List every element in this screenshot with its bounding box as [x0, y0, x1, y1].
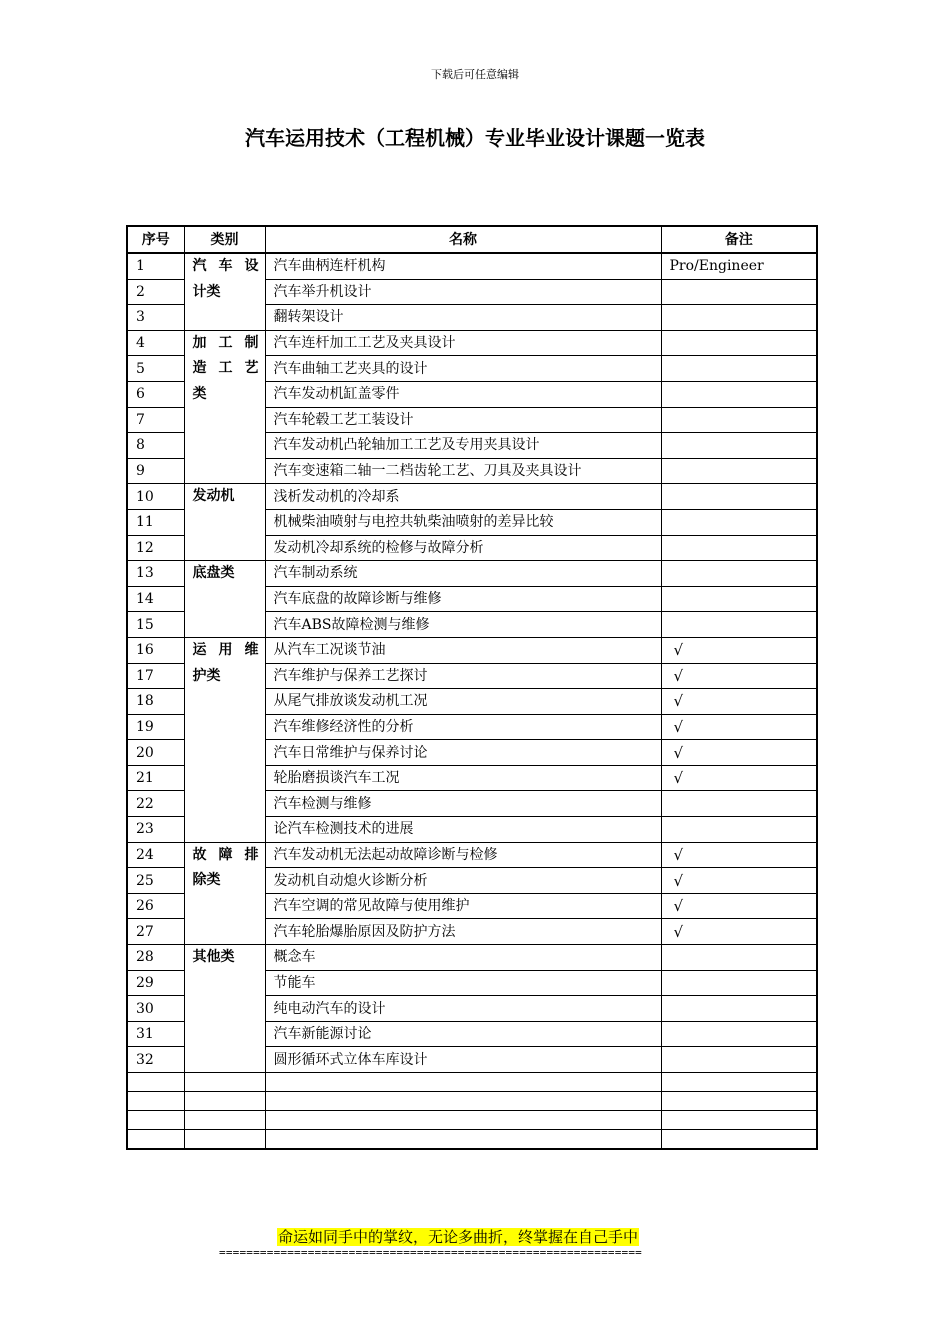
topic-name: 汽车发动机缸盖零件 [265, 381, 661, 407]
column-header-seq: 序号 [127, 226, 184, 253]
note-cell [661, 1021, 817, 1047]
topic-name: 发动机冷却系统的检修与故障分析 [265, 535, 661, 561]
check-mark-note: √ [661, 663, 817, 689]
topic-name: 汽车轮胎爆胎原因及防护方法 [265, 919, 661, 945]
row-number: 17 [127, 663, 184, 689]
row-number: 10 [127, 484, 184, 510]
row-number: 22 [127, 791, 184, 817]
blank-cell [184, 1092, 265, 1111]
topics-table [126, 225, 818, 1150]
topic-name: 概念车 [265, 945, 661, 971]
note-cell [661, 586, 817, 612]
topic-name: 从汽车工况谈节油 [265, 637, 661, 663]
blank-cell [661, 1092, 817, 1111]
note-cell [661, 356, 817, 382]
blank-row [127, 1111, 817, 1130]
row-number: 14 [127, 586, 184, 612]
row-number: 30 [127, 996, 184, 1022]
table-body [127, 253, 817, 1149]
note-cell [661, 945, 817, 971]
table-row [127, 561, 817, 587]
row-number: 18 [127, 689, 184, 715]
category-label: 故 障 排 [192, 846, 259, 863]
category-label: 类 [192, 385, 207, 402]
note-cell [661, 970, 817, 996]
topic-name: 汽车发动机无法起动故障诊断与检修 [265, 842, 661, 868]
topic-name: 汽车日常维护与保养讨论 [265, 740, 661, 766]
note-cell [661, 458, 817, 484]
category-cell [184, 330, 265, 484]
blank-cell [184, 1073, 265, 1092]
row-number: 25 [127, 868, 184, 894]
topic-name: 发动机自动熄火诊断分析 [265, 868, 661, 894]
category-label: 汽 车 设 [192, 258, 259, 274]
note-cell [661, 791, 817, 817]
category-label: 底盘类 [192, 565, 235, 582]
row-number: 26 [127, 893, 184, 919]
topic-name: 汽车曲柄连杆机构 [265, 253, 661, 279]
category-label: 运 用 维 [192, 641, 259, 658]
topic-name: 浅析发动机的冷却系 [265, 484, 661, 510]
topic-name: 汽车发动机凸轮轴加工工艺及专用夹具设计 [265, 433, 661, 459]
topic-name: 汽车检测与维修 [265, 791, 661, 817]
topic-name: 汽车举升机设计 [265, 279, 661, 305]
topic-name: 圆形循环式立体车库设计 [265, 1047, 661, 1073]
table-row [127, 637, 817, 663]
blank-cell [265, 1073, 661, 1092]
row-number: 29 [127, 970, 184, 996]
row-number: 3 [127, 305, 184, 331]
category-label: 加 工 制 [192, 334, 259, 351]
row-number: 27 [127, 919, 184, 945]
category-cell [184, 945, 265, 1073]
blank-cell [661, 1111, 817, 1130]
page-title: 汽车运用技术（工程机械）专业毕业设计课题一览表 [245, 126, 705, 150]
topic-name: 机械柴油喷射与电控共轨柴油喷射的差异比较 [265, 509, 661, 535]
blank-cell [127, 1111, 184, 1130]
note-cell [661, 484, 817, 510]
topic-name: 汽车ABS故障检测与维修 [265, 612, 661, 638]
topic-name: 节能车 [265, 970, 661, 996]
blank-cell [127, 1130, 184, 1150]
row-number: 24 [127, 842, 184, 868]
blank-cell [265, 1130, 661, 1150]
column-header-name: 名称 [265, 226, 661, 253]
topic-name: 纯电动汽车的设计 [265, 996, 661, 1022]
blank-cell [661, 1130, 817, 1150]
table-row [127, 330, 817, 356]
note-cell [661, 330, 817, 356]
table-header-row [127, 226, 817, 253]
note-cell [661, 305, 817, 331]
row-number: 6 [127, 381, 184, 407]
topic-name: 汽车新能源讨论 [265, 1021, 661, 1047]
row-number: 21 [127, 765, 184, 791]
topic-name: 汽车变速箱二轴一二档齿轮工艺、刀具及夹具设计 [265, 458, 661, 484]
category-cell [184, 484, 265, 561]
category-cell [184, 253, 265, 330]
category-label: 计类 [192, 283, 221, 300]
blank-cell [127, 1092, 184, 1111]
row-number: 19 [127, 714, 184, 740]
category-label: 造 工 艺 [192, 360, 259, 377]
topic-name: 汽车曲轴工艺夹具的设计 [265, 356, 661, 382]
blank-cell [127, 1073, 184, 1092]
blank-cell [265, 1111, 661, 1130]
check-mark-note: √ [661, 868, 817, 894]
category-label: 其他类 [192, 949, 235, 966]
table-row [127, 842, 817, 868]
category-cell [184, 637, 265, 842]
topic-name: 汽车维护与保养工艺探讨 [265, 663, 661, 689]
note-cell [661, 407, 817, 433]
category-cell [184, 561, 265, 638]
column-header-category: 类别 [184, 226, 265, 253]
column-header-note: 备注 [661, 226, 817, 253]
category-label: 除类 [192, 872, 221, 889]
blank-cell [265, 1092, 661, 1111]
topic-name: 汽车底盘的故障诊断与维修 [265, 586, 661, 612]
category-cell [184, 842, 265, 944]
check-mark-note: √ [661, 714, 817, 740]
topic-name: 翻转架设计 [265, 305, 661, 331]
check-mark-note: √ [661, 919, 817, 945]
topic-name: 汽车空调的常见故障与使用维护 [265, 893, 661, 919]
topic-name: 汽车连杆加工工艺及夹具设计 [265, 330, 661, 356]
note-cell: Pro/Engineer [661, 253, 817, 279]
note-cell [661, 996, 817, 1022]
row-number: 9 [127, 458, 184, 484]
note-cell [661, 612, 817, 638]
row-number: 16 [127, 637, 184, 663]
topic-name: 从尾气排放谈发动机工况 [265, 689, 661, 715]
check-mark-note: √ [661, 740, 817, 766]
note-cell [661, 1047, 817, 1073]
blank-row [127, 1092, 817, 1111]
note-cell [661, 279, 817, 305]
blank-row [127, 1073, 817, 1092]
table-row [127, 484, 817, 510]
row-number: 20 [127, 740, 184, 766]
blank-cell [661, 1073, 817, 1092]
topic-name: 轮胎磨损谈汽车工况 [265, 765, 661, 791]
footer-motto: 命运如同手中的掌纹，无论多曲折，终掌握在自己手中 [278, 1228, 639, 1246]
row-number: 15 [127, 612, 184, 638]
row-number: 1 [127, 253, 184, 279]
row-number: 8 [127, 433, 184, 459]
table-row [127, 945, 817, 971]
row-number: 23 [127, 817, 184, 843]
check-mark-note: √ [661, 842, 817, 868]
row-number: 7 [127, 407, 184, 433]
topic-name: 汽车维修经济性的分析 [265, 714, 661, 740]
blank-row [127, 1130, 817, 1150]
row-number: 12 [127, 535, 184, 561]
check-mark-note: √ [661, 689, 817, 715]
blank-cell [184, 1130, 265, 1150]
blank-cell [184, 1111, 265, 1130]
row-number: 5 [127, 356, 184, 382]
note-cell [661, 817, 817, 843]
note-cell [661, 381, 817, 407]
row-number: 13 [127, 561, 184, 587]
row-number: 28 [127, 945, 184, 971]
note-cell [661, 561, 817, 587]
topic-name: 汽车轮毂工艺工装设计 [265, 407, 661, 433]
check-mark-note: √ [661, 893, 817, 919]
note-cell [661, 535, 817, 561]
topic-name: 论汽车检测技术的进展 [265, 817, 661, 843]
row-number: 31 [127, 1021, 184, 1047]
note-cell [661, 509, 817, 535]
note-cell [661, 433, 817, 459]
row-number: 2 [127, 279, 184, 305]
category-label: 护类 [192, 667, 221, 684]
category-label: 发动机 [192, 488, 235, 505]
topic-name: 汽车制动系统 [265, 561, 661, 587]
check-mark-note: √ [661, 765, 817, 791]
row-number: 11 [127, 509, 184, 535]
row-number: 32 [127, 1047, 184, 1073]
check-mark-note: √ [661, 637, 817, 663]
table-row [127, 253, 817, 279]
footer-rule: ============================================================== [219, 1246, 642, 1259]
row-number: 4 [127, 330, 184, 356]
header-note: 下载后可任意编辑 [431, 68, 519, 81]
